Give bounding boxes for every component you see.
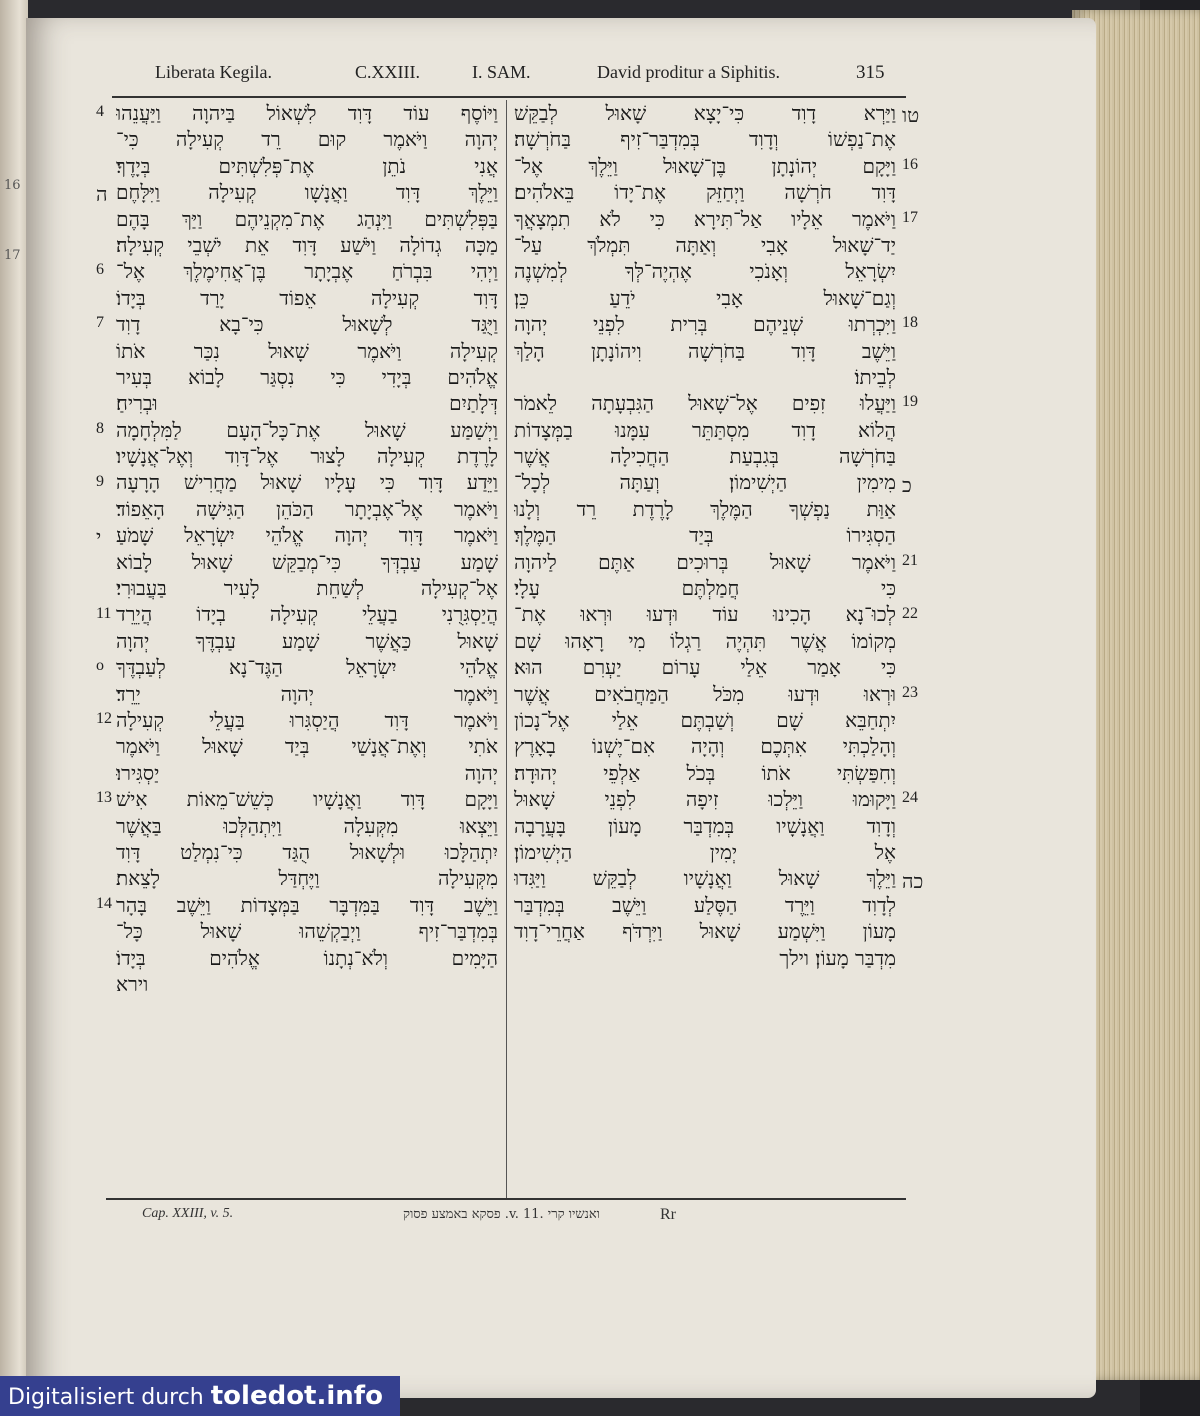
verse-number: 8 <box>96 419 104 437</box>
text-line: כִּי אָמַר אֵלַי עָרוֹם יַעְרִם הוּא׃ <box>514 655 896 680</box>
text-line: כִּי חֲמַלְתֶּם עָלָי׃ <box>514 576 896 601</box>
verse-number: 4 <box>96 103 104 120</box>
text-line: וירא <box>116 971 149 996</box>
verse-number: י <box>96 525 102 550</box>
text-line: אֶת־נַפְשׁוֹ וְדָוִד בְּמִדְבַּר־זִיף בַּחֹרְשָׁה׃ <box>514 127 896 152</box>
verse-number: 19 <box>902 393 918 411</box>
text-line: וַיְשַׁמַּע שָׁאוּל אֶת־כָּל־הָעָם לַמִּלְחָמָה <box>116 417 498 442</box>
text-line: אֲנִי נֹתֵן אֶת־פְּלִשְׁתִּים בְּיָדֶךָ׃ <box>116 153 498 178</box>
verse-number: 23 <box>902 683 918 701</box>
text-line: יְהוָה וַיֹּאמֶר קוּם רֵד קְעִילָה כִּי־ <box>116 127 498 152</box>
text-line: לְבֵיתוֹ׃ <box>854 364 896 389</box>
verse-number: 13 <box>96 789 112 807</box>
text-line: הַסְגִּירוֹ בְּיַד הַמֶּלֶךְ׃ <box>514 523 896 548</box>
verse-number: כה <box>902 868 924 893</box>
text-line: הַיָּמִים וְלֹא־נְתָנוֹ אֱלֹהִים בְּיָדוֹ׃ <box>116 945 498 970</box>
header-right: David proditur a Siphitis. <box>597 62 780 82</box>
text-line: בַּחֹרְשָׁה בְּגִבְעַת הַחֲכִילָה אֲשֶׁר <box>514 444 896 469</box>
verse-number: 17 <box>902 208 918 226</box>
text-line: יִתְהַלָּכוּ וּלְשָׁאוּל הֻגַּד כִּי־נִמְלַט דָּוִד <box>116 839 498 864</box>
text-line: וַיֹּאמֶר יְהוָה יֵרֵד׃ <box>116 681 498 706</box>
text-line: יִתְחַבֵּא שָׁם וְשַׁבְתֶּם אֵלַי אֶל־נָכוֹן <box>514 707 896 732</box>
text-line: וַיֵּלֶךְ דָּוִד וַאֲנָשָׁו קְעִילָה וַיִּלָּחֶם <box>116 180 498 205</box>
verse-number: 21 <box>902 551 918 569</box>
signature-mark: Rr <box>660 1206 676 1223</box>
text-line: וְחִפַּשְׂתִּי אֹתוֹ בְּכֹל אַלְפֵי יְהוּדָה׃ <box>514 760 896 785</box>
text-line: וַיִּכְרְתוּ שְׁנֵיהֶם בְּרִית לִפְנֵי יְהוָה <box>514 312 896 337</box>
text-line: בַּפְּלִשְׁתִּים וַיִּנְהַג אֶת־מִקְנֵיהֶם וַיַּךְ בָּהֶם <box>116 206 498 231</box>
text-line: בְּמִדְבַּר־זִיף וַיְבַקְשֵׁהוּ שָׁאוּל כָּל־ <box>116 919 498 944</box>
text-line: וַיָּקוּמוּ וַיֵּלְכוּ זִיפָה לִפְנֵי שָׁאוּל <box>514 787 896 812</box>
footer-note-hebrew: ואנשיו קרי .v. 11. פסקא באמצע פסוק <box>403 1207 600 1222</box>
text-line: אַוַּת נַפְשְׁךָ הַמֶּלֶךְ לָרֶדֶת רֵד וְלָנוּ <box>514 496 896 521</box>
text-line: יַד־שָׁאוּל אָבִי וְאַתָּה תִּמְלֹךְ עַל־ <box>514 232 896 257</box>
text-line: אֱלֹהֵי יִשְׂרָאֵל הַגֶּד־נָא לְעַבְדֶּךָ <box>116 655 498 680</box>
column-divider <box>506 100 507 1198</box>
text-line: לְדָוִד וַיֵּרֶד הַסֶּלַע וַיֵּשֶׁב בְּמִדְבַּר <box>514 892 896 917</box>
footer-rule <box>106 1198 906 1200</box>
page-number: 315 <box>856 62 885 83</box>
text-line: מָעוֹן וַיִּשְׁמַע שָׁאוּל וַיִּרְדֹּף אַחֲרֵי־דָוִד <box>514 919 896 944</box>
verse-number: 9 <box>96 472 104 490</box>
text-line: וַיָּקָם יְהוֹנָתָן בֶּן־שָׁאוּל וַיֵּלֶךְ אֶל־ <box>514 153 896 178</box>
text-line: יִשְׂרָאֵל וְאָנֹכִי אֶהְיֶה־לְּךָ לְמִשְׁנֶה <box>514 259 896 284</box>
left-column <box>116 100 498 997</box>
verse-number: טו <box>902 103 920 127</box>
verse-number: 18 <box>902 314 918 332</box>
verse-number: 12 <box>96 710 112 728</box>
text-line: וַיַּעֲלוּ זִפִים אֶל־שָׁאוּל הַגִּבְעָתָה לֵאמֹר <box>514 391 896 416</box>
verse-number: o <box>96 657 104 675</box>
running-header <box>150 62 905 92</box>
text-line: וַיֹּאמֶר דָּוִד יְהוָה אֱלֹהֵי יִשְׂרָאֵל שָׁמֹעַ <box>116 523 498 548</box>
margin-mark: 16 <box>4 178 21 193</box>
text-line: וַיֵּשֶׁב דָּוִד בַּחֹרְשָׁה וִיהוֹנָתָן הָלַךְ <box>514 338 896 363</box>
text-line: שָׁמַע עַבְדְּךָ כִּי־מְבַקֵּשׁ שָׁאוּל לָבוֹא <box>116 549 498 574</box>
verse-number: 16 <box>902 155 918 173</box>
text-line: וַיְהִי בִּבְרֹחַ אֶבְיָתָר בֶּן־אֲחִימֶלֶךְ אֶל־ <box>116 259 498 284</box>
header-rule <box>112 96 906 98</box>
text-line: יְהוָה יַסְגִּירוּ׃ <box>116 760 498 785</box>
text-line: וַיֹּאמֶר דָּוִד הֲיַסְגִּרוּ בַּעֲלֵי קְעִילָה <box>116 707 498 732</box>
text-line: וְגַם־שָׁאוּל אָבִי יֹדֵעַ כֵּן׃ <box>514 285 896 310</box>
text-line: וַיֵּשֶׁב דָּוִד בַּמִּדְבָּר בַּמְּצָדוֹת וַיֵּשֶׁב בָּהָר <box>116 892 498 917</box>
text-line: וְדָוִד וַאֲנָשָׁיו בְּמִדְבַּר מָעוֹן בָּעֲרָבָה <box>514 813 896 838</box>
text-line: אֹתִי וְאֶת־אֲנָשַׁי בְּיַד שָׁאוּל וַיֹּאמֶר <box>116 734 498 759</box>
text-line: מִקְּעִילָה וַיֶּחְדַּל לָצֵאת׃ <box>116 866 498 891</box>
text-line: וַיֵּלֶךְ שָׁאוּל וַאֲנָשָׁיו לְבַקֵּשׁ וַיַּגִּדוּ <box>514 866 896 891</box>
digitization-watermark <box>0 1376 400 1416</box>
watermark-site: toledot.info <box>210 1381 383 1411</box>
text-line: מְקוֹמוֹ אֲשֶׁר תִּהְיֶה רַגְלוֹ מִי רָאָהוּ שָׁם <box>514 628 896 653</box>
header-chapter: C.XXIII. <box>355 62 420 82</box>
verse-number: 11 <box>96 604 112 622</box>
text-line: וַיַּרְא דָוִד כִּי־יָצָא שָׁאוּל לְבַקֵּשׁ <box>514 101 896 125</box>
verse-number: 14 <box>96 895 112 912</box>
text-line: דְּלָתַיִם וּבְרִיחַ׃ <box>116 391 498 416</box>
text-line: אֶל־קְעִילָה לְשַׁחֵת לָעִיר בַּעֲבוּרִי׃ <box>116 576 498 601</box>
text-line: וַיָּקָם דָּוִד וַאֲנָשָׁיו כְּשֵׁשׁ־מֵאוֹת אִישׁ <box>116 787 498 812</box>
margin-mark: 17 <box>4 248 21 263</box>
text-line: אֶל יְמִין הַיְשִׁימוֹן׃ <box>514 839 896 864</box>
text-line: וַיֵּצְאוּ מִקְּעִלָה וַיִּתְהַלְּכוּ בַּאֲשֶׁר <box>116 813 498 838</box>
footer-note-left: Cap. XXIII, v. 5. <box>142 1206 234 1221</box>
text-line: וַיֹּאמֶר אֶל־אֶבְיָתָר הַכֹּהֵן הַגִּישָׁה הָאֵפוֹד׃ <box>116 496 498 521</box>
watermark-prefix: Digitalisiert durch <box>8 1385 204 1410</box>
text-line: וַיֹּאמֶר אֵלָיו אַל־תִּירָא כִּי לֹא תִמְצָאֲךָ <box>514 206 896 231</box>
text-line: וְהָלַכְתִּי אִתְּכֶם וְהָיָה אִם־יֶשְׁנוֹ בָאָרֶץ <box>514 734 896 759</box>
verse-number: 22 <box>902 604 918 622</box>
verse-number: 24 <box>902 789 918 807</box>
text-line: מַכָּה גְדוֹלָה וַיֹּשַׁע דָּוִד אֵת יֹשְׁבֵי קְעִילָה׃ <box>116 232 498 257</box>
text-line: דָּוִד חֹרְשָׁה וַיְחַזֵּק אֶת־יָדוֹ בֵּאלֹהִים׃ <box>514 180 896 205</box>
text-line: מִימִין הַיְשִׁימוֹן׃ וְעַתָּה לְכָל־ <box>514 470 896 495</box>
text-line: מִדְבַּר מָעוֹן׃ וילך <box>779 945 896 970</box>
right-column <box>514 100 896 971</box>
text-line: וַיֵּדַע דָּוִד כִּי עָלָיו שָׁאוּל מַחֲרִישׁ הָרָעָה <box>116 470 498 495</box>
header-book: I. SAM. <box>472 62 531 82</box>
verse-number: 7 <box>96 314 104 332</box>
text-line: קְעִילָה וַיֹּאמֶר שָׁאוּל נִכַּר אֹתוֹ <box>116 338 498 363</box>
text-line: וַיֻּגַּד לְשָׁאוּל כִּי־בָא דָוִד <box>116 312 498 337</box>
text-line: וַיּוֹסֶף עוֹד דָּוִד לִשְׁאוֹל בַּיהוָה וַיַּעֲנֵהוּ <box>116 101 498 125</box>
text-line: וַיֹּאמֶר שָׁאוּל בְּרוּכִים אַתֶּם לַיהוָה <box>514 549 896 574</box>
header-left: Liberata Kegila. <box>155 62 272 82</box>
facing-page-edge <box>0 0 28 1416</box>
text-line: וּרְאוּ וּדְעוּ מִכֹּל הַמַּחֲבֹאִים אֲשֶׁר <box>514 681 896 706</box>
text-line: אֱלֹהִים בְּיָדִי כִּי נִסְגַּר לָבוֹא בְּעִיר <box>116 364 498 389</box>
text-line: דָּוִד קְעִילָה אֵפוֹד יָרַד בְּיָדוֹ׃ <box>116 285 498 310</box>
verse-number: 6 <box>96 261 104 279</box>
text-line: לָרֶדֶת קְעִילָה לָצוּר אֶל־דָּוִד וְאֶל־אֲנָשָׁיו׃ <box>116 444 498 469</box>
text-line: הֲיַסְגִּרֻנִי בַעֲלֵי קְעִילָה בְיָדוֹ הֲיֵרֵד <box>116 602 498 627</box>
verse-number: כ <box>902 472 912 497</box>
verse-number: ה <box>96 182 108 207</box>
text-line: הֲלוֹא דָוִד מִסְתַּתֵּר עִמָּנוּ בַמְּצָדוֹת <box>514 417 896 442</box>
text-line: לְכוּ־נָא הָכִינוּ עוֹד וּדְעוּ וּרְאוּ אֶת־ <box>514 602 896 627</box>
text-line: שָׁאוּל כַּאֲשֶׁר שָׁמַע עַבְדֶּךָ יְהוָה <box>116 628 498 653</box>
